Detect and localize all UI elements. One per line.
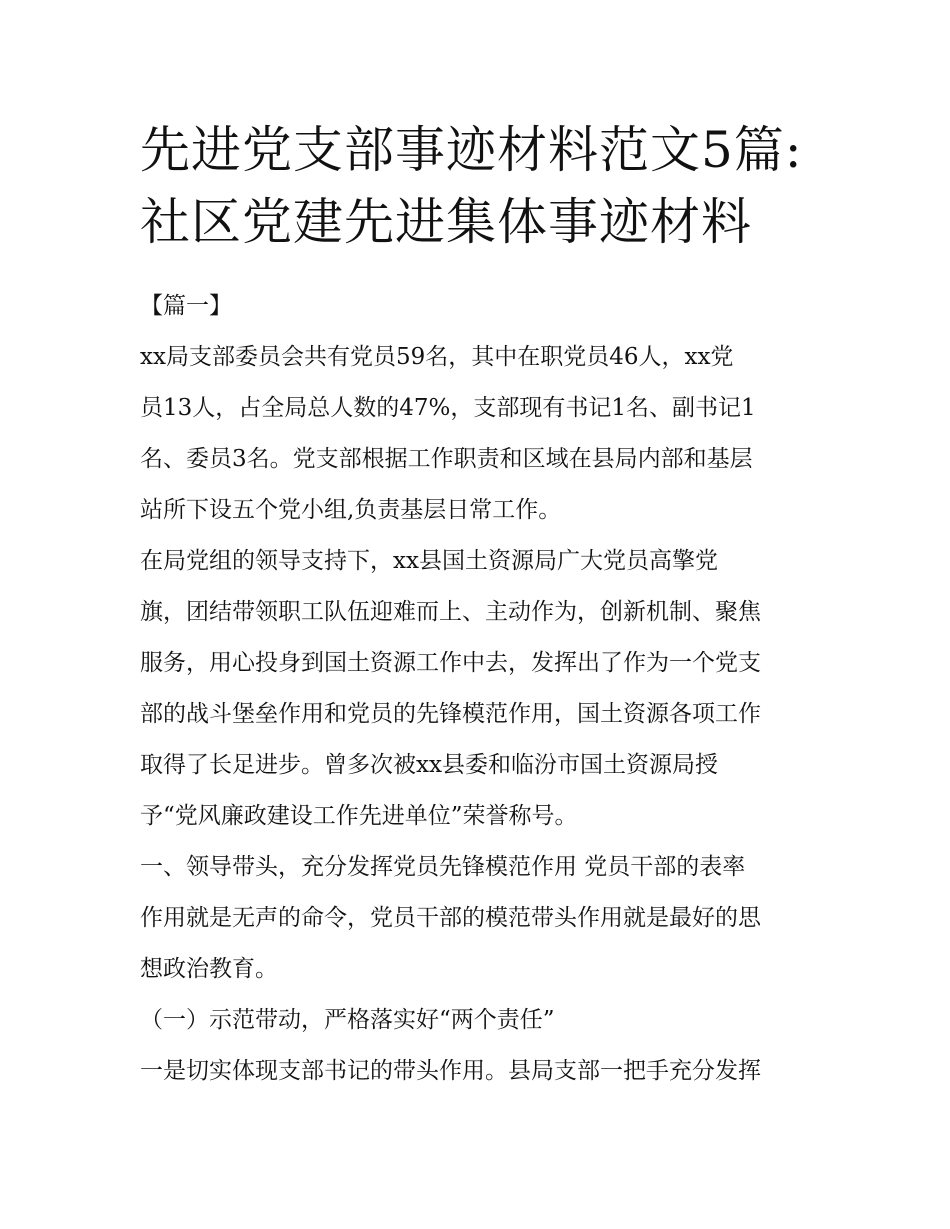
title-line: 社区党建先进集体事迹材料	[140, 193, 752, 251]
section-label: 【篇一】	[140, 293, 232, 319]
document-body	[140, 281, 820, 1097]
paragraph-leadership-heading	[140, 842, 820, 995]
paragraph-line: 一、领导带头，充分发挥党员先锋模范作用 党员干部的表率	[140, 854, 746, 880]
paragraph-line: 予“党风廉政建设工作先进单位”荣誉称号。	[140, 803, 578, 829]
paragraph-line: 部的战斗堡垒作用和党员的先锋模范作用，国土资源各项工作	[140, 701, 761, 727]
paragraph-line: 旗，团结带领职工队伍迎难而上、主动作为，创新机制、聚焦	[140, 599, 761, 625]
paragraph-member-overview	[140, 332, 820, 536]
paragraph-line: 作用就是无声的命令，党员干部的模范带头作用就是最好的思	[140, 905, 761, 931]
document-title	[140, 114, 830, 258]
paragraph-achievements	[140, 536, 820, 842]
paragraph-line: 站所下设五个党小组,负责基层日常工作。	[140, 497, 562, 523]
paragraph-line: 名、委员3名。党支部根据工作职责和区域在县局内部和基层	[140, 446, 753, 472]
paragraph-line: 想政治教育。	[140, 956, 278, 982]
paragraph-line: 一是切实体现支部书记的带头作用。县局支部一把手充分发挥	[140, 1058, 761, 1084]
paragraph-secretary-role	[140, 1046, 820, 1097]
subheading-two-responsibilities	[140, 995, 820, 1046]
title-line: 先进党支部事迹材料范文5篇:	[140, 121, 803, 179]
paragraph-line: xx局支部委员会共有党员59名，其中在职党员46人，xx党	[140, 344, 734, 370]
paragraph-line: 取得了长足进步。曾多次被xx县委和临汾市国土资源局授	[140, 752, 718, 778]
paragraph-line: 在局党组的领导支持下，xx县国土资源局广大党员高擎党	[140, 548, 718, 574]
paragraph-line: 服务，用心投身到国土资源工作中去，发挥出了作为一个党支	[140, 650, 761, 676]
paragraph-line: 员13人，占全局总人数的47%，支部现有书记1名、副书记1	[140, 395, 756, 421]
paragraph-line: （一）示范带动，严格落实好“两个责任”	[140, 1007, 555, 1033]
